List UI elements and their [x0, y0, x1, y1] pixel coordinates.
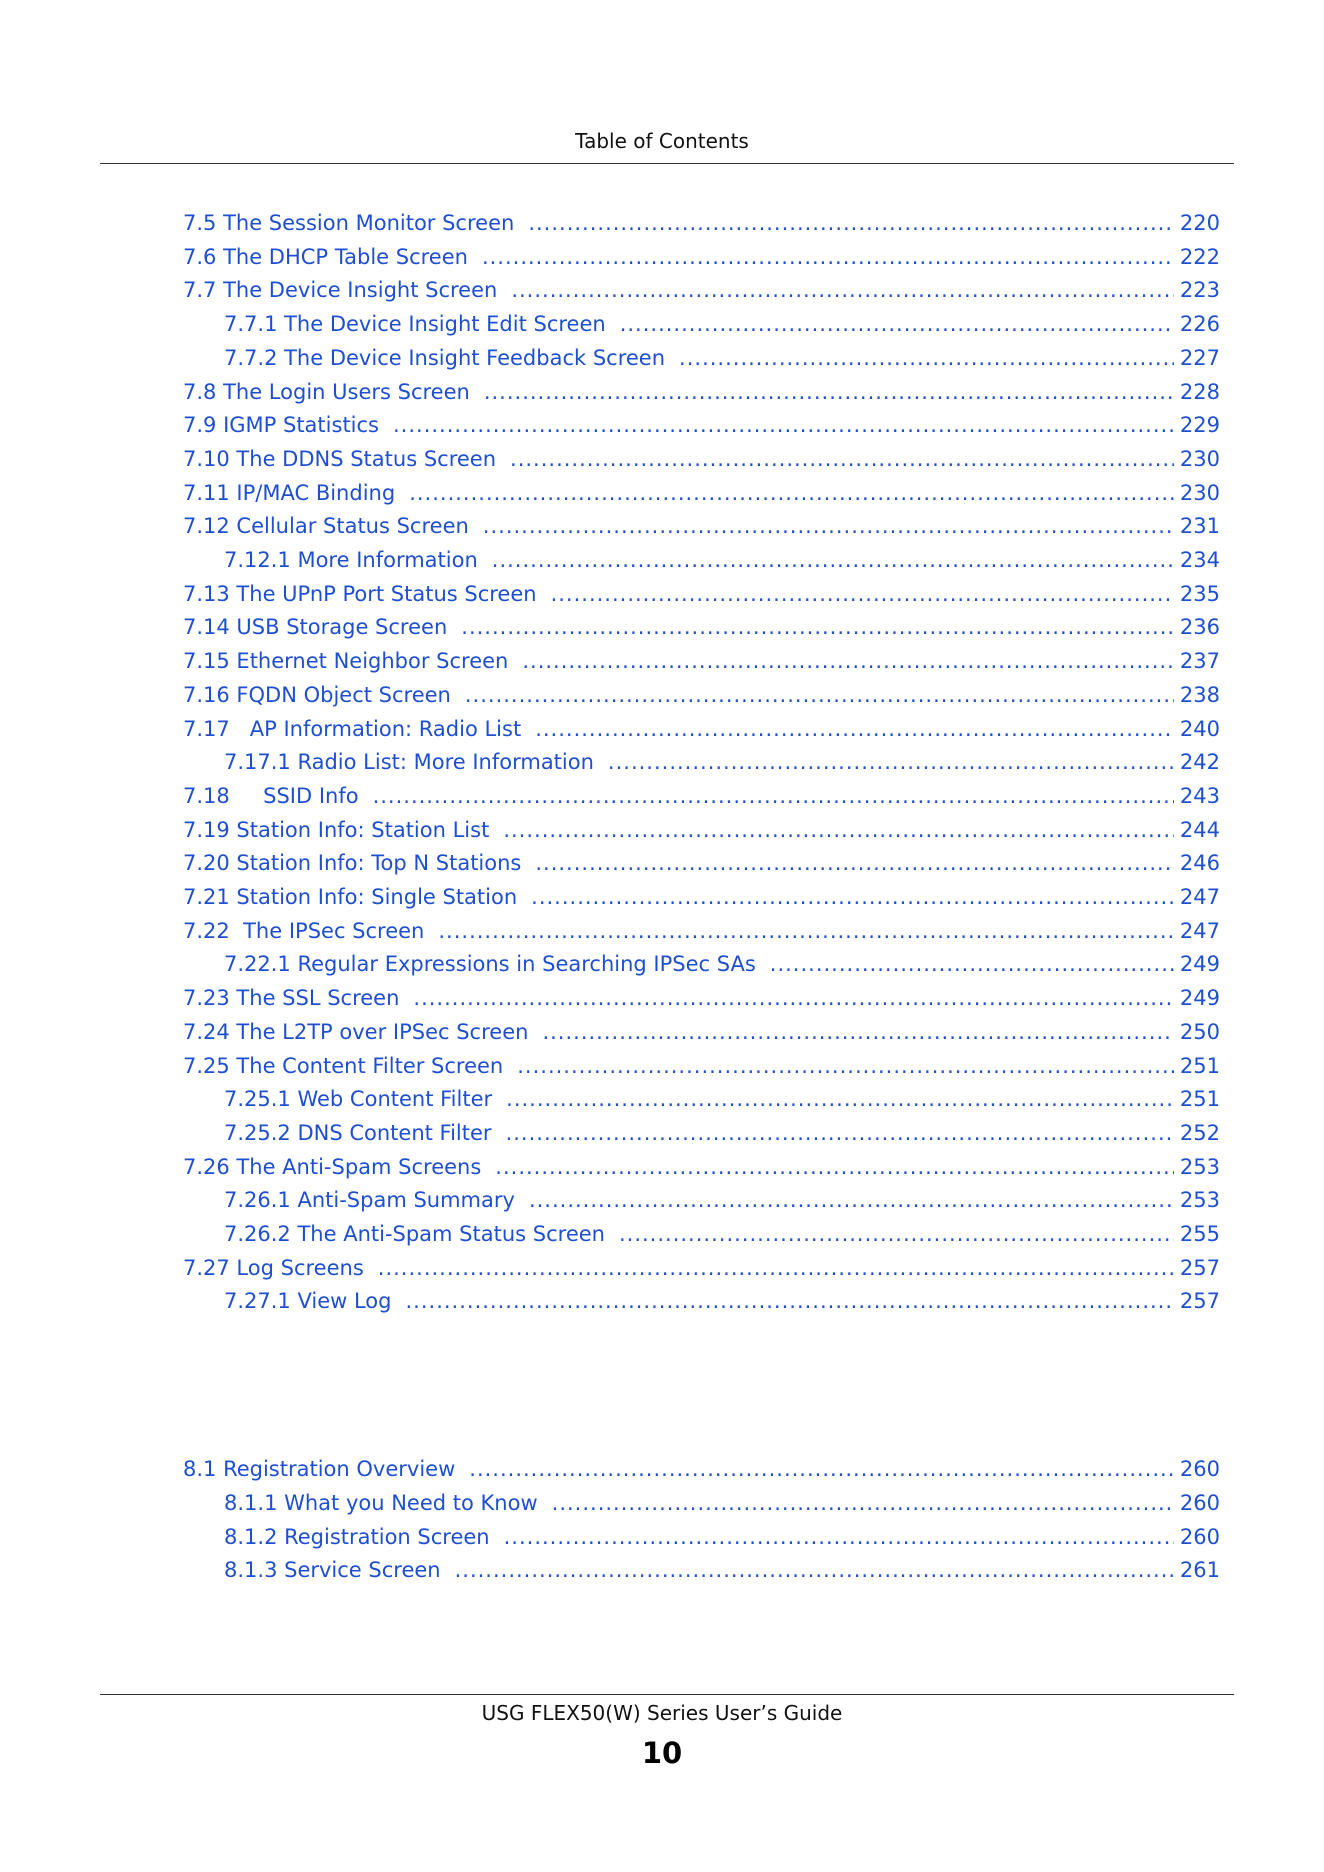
toc-entry-page-number: 251: [1179, 1054, 1220, 1078]
toc-entry[interactable]: [183, 478, 1220, 508]
toc-entry-page-number: 250: [1179, 1020, 1220, 1044]
guide-title: USG FLEX50(W) Series User’s Guide: [481, 1701, 843, 1725]
dot-leader: [551, 579, 1174, 609]
toc-entry-label: 7.6 The DHCP Table Screen: [183, 245, 468, 269]
dot-leader: [483, 511, 1174, 541]
toc-entry-label: 7.9 IGMP Statistics: [183, 413, 379, 437]
toc-entry-page-number: 247: [1179, 919, 1220, 943]
toc-entry-page-number: 237: [1179, 649, 1220, 673]
toc-entry[interactable]: [183, 242, 1220, 272]
toc-entry[interactable]: [183, 511, 1220, 541]
dot-leader: [552, 1488, 1174, 1518]
toc-entry[interactable]: [183, 579, 1220, 609]
dot-leader: [528, 208, 1174, 238]
dot-leader: [542, 1017, 1173, 1047]
toc-entry[interactable]: [224, 1118, 1220, 1148]
dot-leader: [517, 1051, 1174, 1081]
toc-entry[interactable]: [183, 377, 1220, 407]
toc-entry[interactable]: [183, 410, 1220, 440]
toc-entry-page-number: 260: [1179, 1457, 1220, 1481]
page-number: 10: [641, 1736, 683, 1770]
toc-entry[interactable]: [183, 781, 1220, 811]
dot-leader: [531, 882, 1174, 912]
toc-entry[interactable]: [183, 916, 1220, 946]
dot-leader: [482, 242, 1174, 272]
toc-entry[interactable]: [224, 949, 1220, 979]
dot-leader: [511, 275, 1174, 305]
toc-entry[interactable]: [183, 444, 1220, 474]
toc-entry[interactable]: [183, 680, 1220, 710]
toc-entry-label: 7.14 USB Storage Screen: [183, 615, 448, 639]
toc-entry-label: 7.25.1 Web Content Filter: [224, 1087, 493, 1111]
toc-entry-label: 8.1.1 What you Need to Know: [224, 1491, 538, 1515]
toc-entry-label: 7.23 The SSL Screen: [183, 986, 400, 1010]
toc-entry-page-number: 249: [1179, 952, 1220, 976]
toc-entry-page-number: 230: [1179, 481, 1220, 505]
dot-leader: [455, 1555, 1174, 1585]
toc-entry-page-number: 257: [1179, 1256, 1220, 1280]
toc-entry-label: 7.20 Station Info: Top N Stations: [183, 851, 522, 875]
toc-entry-label: 7.25 The Content Filter Screen: [183, 1054, 504, 1078]
toc-entry-page-number: 253: [1179, 1155, 1220, 1179]
dot-leader: [484, 377, 1174, 407]
dot-leader: [378, 1253, 1174, 1283]
toc-entry-page-number: 252: [1179, 1121, 1220, 1145]
toc-entry[interactable]: [224, 309, 1220, 339]
dot-leader: [406, 1286, 1174, 1316]
dot-leader: [510, 444, 1174, 474]
toc-entry-page-number: 235: [1179, 582, 1220, 606]
toc-entry[interactable]: [183, 815, 1220, 845]
toc-entry[interactable]: [224, 747, 1220, 777]
toc-entry-label: 8.1.2 Registration Screen: [224, 1525, 490, 1549]
toc-entry-page-number: 249: [1179, 986, 1220, 1010]
toc-entry-label: 7.17.1 Radio List: More Information: [224, 750, 594, 774]
toc-entry-page-number: 231: [1179, 514, 1220, 538]
dot-leader: [438, 916, 1174, 946]
toc-entry-label: 7.12.1 More Information: [224, 548, 478, 572]
toc-entry[interactable]: [224, 1522, 1220, 1552]
toc-entry[interactable]: [183, 1152, 1220, 1182]
toc-entry-label: 7.15 Ethernet Neighbor Screen: [183, 649, 509, 673]
dot-leader: [529, 1185, 1174, 1215]
toc-entry[interactable]: [183, 646, 1220, 676]
dot-leader: [495, 1152, 1174, 1182]
dot-leader: [503, 815, 1174, 845]
toc-entry[interactable]: [224, 343, 1220, 373]
toc-entry[interactable]: [183, 983, 1220, 1013]
toc-entry-label: 8.1 Registration Overview: [183, 1457, 456, 1481]
toc-entry-label: 8.1.3 Service Screen: [224, 1558, 441, 1582]
toc-entry-label: 7.21 Station Info: Single Station: [183, 885, 518, 909]
dot-leader: [619, 1219, 1174, 1249]
toc-entry-page-number: 222: [1179, 245, 1220, 269]
toc-entry[interactable]: [183, 1051, 1220, 1081]
toc-entry-page-number: 261: [1179, 1558, 1220, 1582]
dot-leader: [409, 478, 1174, 508]
toc-entry-label: 7.25.2 DNS Content Filter: [224, 1121, 492, 1145]
toc-entry-label: 7.19 Station Info: Station List: [183, 818, 490, 842]
toc-entry[interactable]: [183, 612, 1220, 642]
toc-entry-label: 7.26 The Anti-Spam Screens: [183, 1155, 482, 1179]
toc-entry-label: 7.22.1 Regular Expressions in Searching IPSec SAs: [224, 952, 756, 976]
toc-entry-label: 7.16 FQDN Object Screen: [183, 683, 451, 707]
toc-entry-page-number: 226: [1179, 312, 1220, 336]
dot-leader: [608, 747, 1174, 777]
toc-entry-page-number: 227: [1179, 346, 1220, 370]
toc-entry-page-number: 244: [1179, 818, 1220, 842]
dot-leader: [506, 1084, 1174, 1114]
toc-entry-page-number: 251: [1179, 1087, 1220, 1111]
dot-leader: [469, 1454, 1174, 1484]
toc-entry-label: 7.5 The Session Monitor Screen: [183, 211, 515, 235]
toc-entry[interactable]: [224, 1219, 1220, 1249]
dot-leader: [504, 1522, 1174, 1552]
toc-entry-label: 7.12 Cellular Status Screen: [183, 514, 469, 538]
dot-leader: [535, 714, 1174, 744]
toc-entry-page-number: 243: [1179, 784, 1220, 808]
toc-entry-label: 7.17 AP Information: Radio List: [183, 717, 522, 741]
toc-entry-page-number: 230: [1179, 447, 1220, 471]
toc-entry-page-number: 240: [1179, 717, 1220, 741]
toc-entry-label: 7.27.1 View Log: [224, 1289, 392, 1313]
dot-leader: [465, 680, 1174, 710]
toc-entry-label: 7.7 The Device Insight Screen: [183, 278, 498, 302]
dot-leader: [413, 983, 1174, 1013]
toc-entry-page-number: 223: [1179, 278, 1220, 302]
toc-entry-label: 7.26.1 Anti-Spam Summary: [224, 1188, 515, 1212]
toc-entry-label: 7.11 IP/MAC Binding: [183, 481, 396, 505]
toc-entry-page-number: 260: [1179, 1525, 1220, 1549]
dot-leader: [492, 545, 1174, 575]
toc-entry-page-number: 253: [1179, 1188, 1220, 1212]
toc-entry-page-number: 238: [1179, 683, 1220, 707]
toc-entry-label: 7.24 The L2TP over IPSec Screen: [183, 1020, 529, 1044]
toc-entry[interactable]: [183, 1454, 1220, 1484]
toc-entry-page-number: 260: [1179, 1491, 1220, 1515]
toc-entry-page-number: 236: [1179, 615, 1220, 639]
toc-entry[interactable]: [183, 714, 1220, 744]
toc-entry-label: 7.18 SSID Info: [183, 784, 359, 808]
toc-entry[interactable]: [224, 1488, 1220, 1518]
toc-entry-page-number: 257: [1179, 1289, 1220, 1313]
toc-entry[interactable]: [183, 275, 1220, 305]
toc-entry-label: 7.22 The IPSec Screen: [183, 919, 425, 943]
toc-entry-label: 7.10 The DDNS Status Screen: [183, 447, 497, 471]
toc-entry[interactable]: [224, 545, 1220, 575]
toc-entry-label: 7.7.1 The Device Insight Edit Screen: [224, 312, 606, 336]
dot-leader: [393, 410, 1174, 440]
dot-leader: [461, 612, 1174, 642]
dot-leader: [373, 781, 1174, 811]
toc-entry[interactable]: [224, 1185, 1220, 1215]
dot-leader: [770, 949, 1174, 979]
toc-entry[interactable]: [224, 1286, 1220, 1316]
toc-entry-page-number: 247: [1179, 885, 1220, 909]
toc-entry[interactable]: [183, 882, 1220, 912]
footer-divider: [100, 1694, 1234, 1695]
toc-entry[interactable]: [183, 1253, 1220, 1283]
toc-entry-page-number: 255: [1179, 1222, 1220, 1246]
toc-entry-label: 7.7.2 The Device Insight Feedback Screen: [224, 346, 666, 370]
dot-leader: [679, 343, 1174, 373]
dot-leader: [535, 848, 1174, 878]
dot-leader: [620, 309, 1174, 339]
toc-entry-label: 7.26.2 The Anti-Spam Status Screen: [224, 1222, 605, 1246]
toc-entry-label: 7.8 The Login Users Screen: [183, 380, 470, 404]
dot-leader: [506, 1118, 1174, 1148]
toc-entry-page-number: 234: [1179, 548, 1220, 572]
toc-entry[interactable]: [183, 1017, 1220, 1047]
toc-entry[interactable]: [224, 1084, 1220, 1114]
page-header: Table of Contents: [575, 129, 749, 153]
toc-entry-page-number: 242: [1179, 750, 1220, 774]
toc-entry-page-number: 246: [1179, 851, 1220, 875]
toc-entry[interactable]: [224, 1555, 1220, 1585]
toc-entry-page-number: 229: [1179, 413, 1220, 437]
toc-entry[interactable]: [183, 848, 1220, 878]
toc-entry-label: 7.13 The UPnP Port Status Screen: [183, 582, 537, 606]
toc-entry-label: 7.27 Log Screens: [183, 1256, 364, 1280]
dot-leader: [522, 646, 1174, 676]
toc-entry[interactable]: [183, 208, 1220, 238]
toc-entry-page-number: 220: [1179, 211, 1220, 235]
toc-entry-page-number: 228: [1179, 380, 1220, 404]
